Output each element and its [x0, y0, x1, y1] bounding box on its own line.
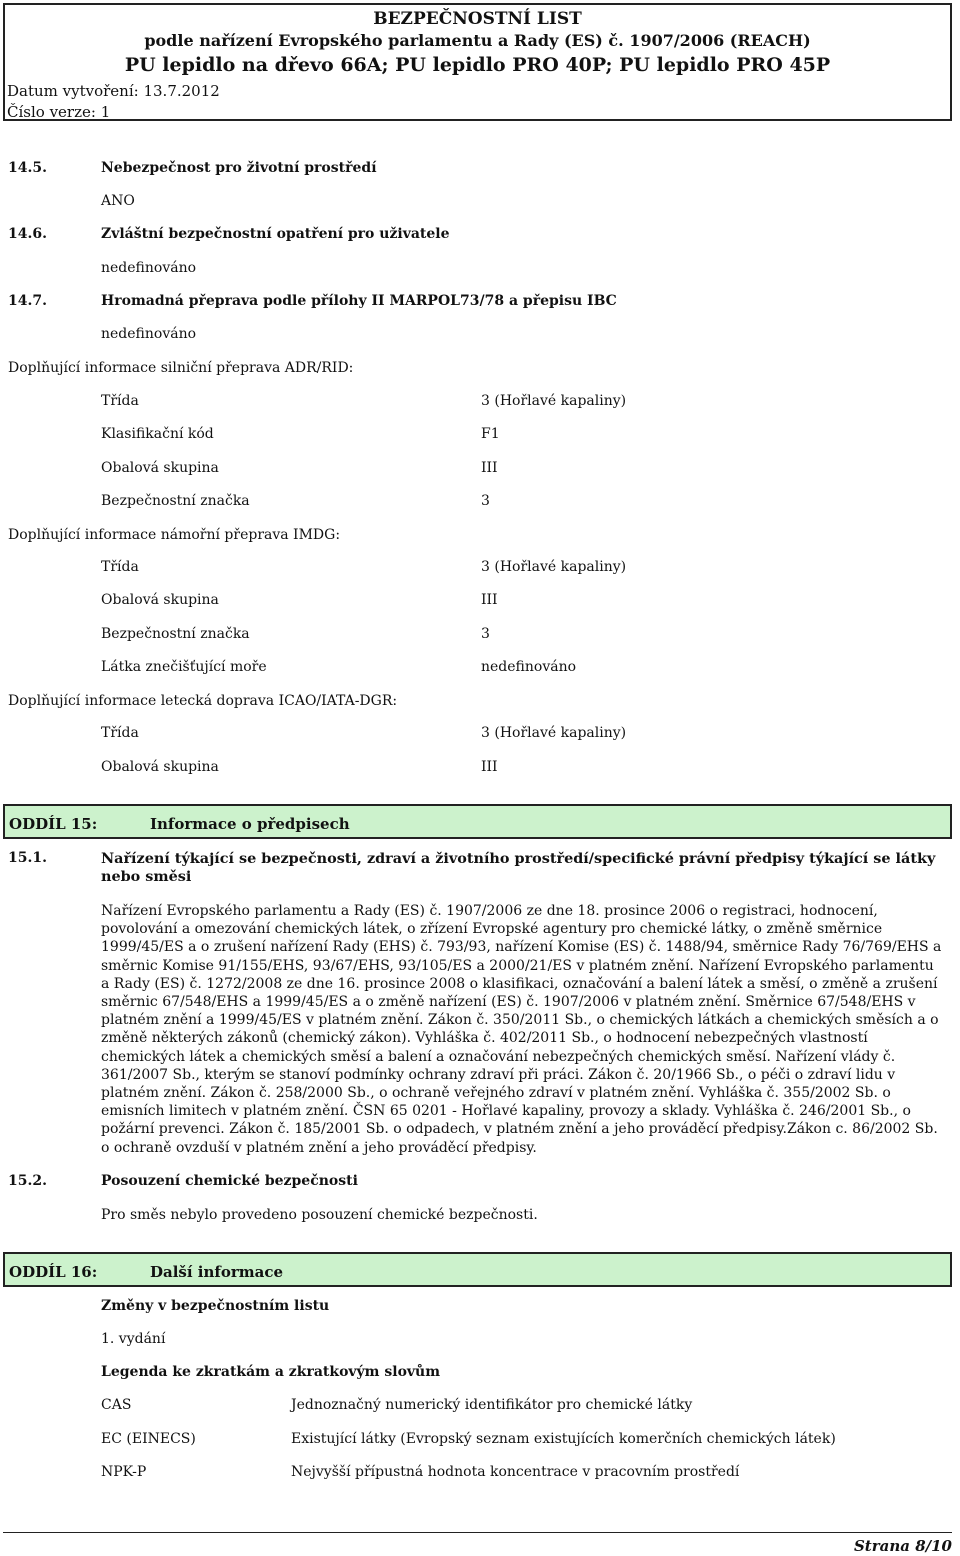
section-15-bar — [3, 804, 952, 839]
adr-value: III — [481, 460, 498, 476]
page-number: Strana 8/10 — [853, 1537, 952, 1555]
icao-value: III — [481, 759, 498, 775]
legend-abbr: CAS — [101, 1397, 132, 1413]
section-16-title: Další informace — [150, 1263, 284, 1281]
changes-value: 1. vydání — [101, 1331, 166, 1347]
imdg-value: 3 — [481, 626, 490, 642]
legend-desc: Nejvyšší přípustná hodnota koncentrace v pracovním prostředí — [291, 1464, 740, 1480]
adr-title: Doplňující informace silniční přeprava ADR/RID: — [8, 360, 354, 376]
imdg-value: 3 (Hořlavé kapaliny) — [481, 559, 627, 575]
adr-value: 3 (Hořlavé kapaliny) — [481, 393, 627, 409]
legend-abbr: EC (EINECS) — [101, 1431, 196, 1447]
section-14-7-value: nedefinováno — [101, 326, 197, 342]
section-14-7-title: Hromadná přeprava podle přílohy II MARPOL73/78 a přepisu IBC — [101, 293, 617, 309]
section-14-5-number: 14.5. — [8, 160, 47, 176]
adr-label: Klasifikační kód — [101, 426, 214, 442]
imdg-label: Obalová skupina — [101, 592, 219, 608]
legend-desc: Existující látky (Evropský seznam existujících komerčních chemických látek) — [291, 1431, 836, 1447]
adr-value: 3 — [481, 493, 490, 509]
imdg-value: nedefinováno — [481, 659, 577, 675]
section-14-6-value: nedefinováno — [101, 260, 197, 276]
imdg-value: III — [481, 592, 498, 608]
imdg-label: Látka znečišťující moře — [101, 659, 267, 675]
section-14-6-number: 14.6. — [8, 226, 47, 242]
icao-title: Doplňující informace letecká doprava ICAO/IATA-DGR: — [8, 693, 398, 709]
section-15-1-text: Nařízení Evropského parlamentu a Rady (ES) č. 1907/2006 ze dne 18. prosince 2006 o registraci, hodnocení, povolování a omezování chemických látek, o zřízení Evropské agentury pro chemické látky, o změně směrnice 1999/45/ES a o zrušení nařízení Rady (EHS) č. 793/93, nařízení Komise (ES) č. 1488/94, směrnice Rady 76/769/EHS a směrnic Komise 91/155/EHS, 93/67/EHS, 93/105/ES a 2000/21/ES v platném znění. Nařízení Evropského parlamentu a Rady (ES) č. 1272/2008 ze dne 16. prosince 2008 o klasifikaci, označování a balení látek a směsí, o změně a zrušení směrnic 67/548/EHS a 1999/45/ES a o změně nařízení (ES) č. 1907/2006 v platném znění. Směrnice 67/548/EHS v platném znění a 1999/45/ES v platném znění. Zákon č. 350/2011 Sb., o chemických látkách a chemických směsích a o změně některých zákonů (chemický zákon). Vyhláška č. 402/2011 Sb., o hodnocení nebezpečných vlastností chemických látek a chemických směsí a balení a označování nebezpečných chemických směsí. Nařízení vlády č. 361/2007 Sb., kterým se stanoví podmínky ochrany zdraví při práci. Zákon č. 20/1966 Sb., o péči o zdraví lidu v platném znění. Zákon č. 258/2000 Sb., o ochraně veřejného zdraví v platném znění. Vyhláška č. 355/2002 Sb. o emisních limitech v platném znění. ČSN 65 0201 - Hořlavé kapaliny, provozy a sklady. Vyhláška č. 246/2001 Sb., o požární prevenci. Zákon č. 185/2001 Sb. o odpadech, v platném znění a jeho prováděcí předpisy.Zákon c. 86/2002 Sb. o ochraně ovzduší v platném znění a jeho prováděcí předpisy. — [101, 903, 942, 1156]
section-15-number: ODDÍL 15: — [9, 815, 98, 833]
section-14-5-value: ANO — [101, 193, 135, 209]
adr-label: Třída — [101, 393, 139, 409]
footer-divider — [3, 1532, 952, 1533]
section-16-number: ODDÍL 16: — [9, 1263, 98, 1281]
icao-label: Třída — [101, 725, 139, 741]
adr-label: Bezpečnostní značka — [101, 493, 250, 509]
section-14-7-number: 14.7. — [8, 293, 47, 309]
product-name: PU lepidlo na dřevo 66A; PU lepidlo PRO 40P; PU lepidlo PRO 45P — [124, 54, 831, 76]
section-15-1-number: 15.1. — [8, 850, 47, 866]
section-15-title: Informace o předpisech — [150, 815, 350, 833]
adr-value: F1 — [481, 426, 500, 442]
icao-value: 3 (Hořlavé kapaliny) — [481, 725, 627, 741]
legend-desc: Jednoznačný numerický identifikátor pro chemické látky — [291, 1397, 693, 1413]
legend-title: Legenda ke zkratkám a zkratkovým slovům — [101, 1364, 441, 1380]
changes-title: Změny v bezpečnostním listu — [101, 1298, 330, 1314]
regulation-line: podle nařízení Evropského parlamentu a Rady (ES) č. 1907/2006 (REACH) — [144, 31, 811, 50]
imdg-label: Bezpečnostní značka — [101, 626, 250, 642]
section-14-5-title: Nebezpečnost pro životní prostředí — [101, 160, 377, 176]
section-15-2-number: 15.2. — [8, 1173, 47, 1189]
section-15-2-text: Pro směs nebylo provedeno posouzení chemické bezpečnosti. — [101, 1207, 538, 1223]
sheet-title: BEZPEČNOSTNÍ LIST — [373, 9, 582, 29]
section-15-2-title: Posouzení chemické bezpečnosti — [101, 1173, 358, 1189]
legend-abbr: NPK-P — [101, 1464, 147, 1480]
version-number: Číslo verze: 1 — [7, 103, 111, 121]
icao-label: Obalová skupina — [101, 759, 219, 775]
adr-label: Obalová skupina — [101, 460, 219, 476]
creation-date: Datum vytvoření: 13.7.2012 — [7, 82, 220, 100]
section-15-1-title: Nařízení týkající se bezpečnosti, zdraví a životního prostředí/specifické právní předpisy týkající se látky nebo směsi — [101, 850, 936, 885]
section-16-bar — [3, 1252, 952, 1287]
section-14-6-title: Zvláštní bezpečnostní opatření pro uživatele — [101, 226, 450, 242]
document-header — [3, 3, 952, 121]
imdg-label: Třída — [101, 559, 139, 575]
imdg-title: Doplňující informace námořní přeprava IMDG: — [8, 527, 341, 543]
